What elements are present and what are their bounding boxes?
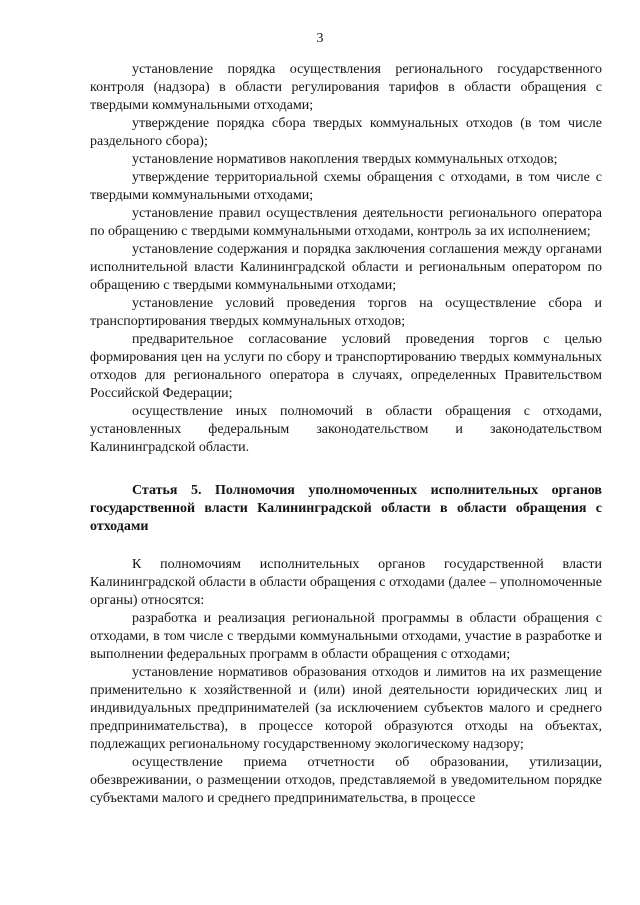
paragraph-operator-rules: установление правил осуществления деятельности регионального оператора по обращению с твердыми коммунальными отходами, контроль за их исполнением; <box>90 206 602 239</box>
paragraph-collection-order: утверждение порядка сбора твердых коммунальных отходов (в том числе раздельного сбора); <box>90 116 602 149</box>
paragraph-waste-norms-limits: установление нормативов образования отходов и лимитов на их размещение применительно к хозяйственной и (или) иной деятельности юридических лиц и индивидуальных предпринимателей (за исключением субъектов малого и среднего предпринимательства), в процессе которой образуются отходы на объектах, подлежащих региональному государственному экологическому надзору; <box>90 665 602 752</box>
article-5-heading: Статья 5. Полномочия уполномоченных исполнительных органов государственной власти Калининградской области в области обращения с отходами <box>90 483 602 534</box>
page-number: 3 <box>316 31 324 46</box>
paragraph-other-powers: осуществление иных полномочий в области обращения с отходами, установленных федеральным законодательством и законодательством Калининградской области. <box>90 404 602 455</box>
paragraph-territorial-scheme: утверждение территориальной схемы обращения с отходами, в том числе с твердыми коммунальными отходами; <box>90 170 602 203</box>
paragraph-agreement-content: установление содержания и порядка заключения соглашения между органами исполнительной власти Калининградской области и региональным оператором по обращению с твердыми коммунальными отходами; <box>90 242 602 293</box>
paragraph-reporting-acceptance: осуществление приема отчетности об образовании, утилизации, обезвреживании, о размещении отходов, представляемой в уведомительном порядке субъектами малого и среднего предпринимательства, в процессе <box>90 755 602 806</box>
document-body <box>90 61 602 808</box>
paragraph-tender-conditions: установление условий проведения торгов на осуществление сбора и транспортирования твердых коммунальных отходов; <box>90 296 602 329</box>
paragraph-tender-approval: предварительное согласование условий проведения торгов с целью формирования цен на услуги по сбору и транспортированию твердых коммунальных отходов для регионального оператора в случаях, определенных Правительством Российской Федерации; <box>90 332 602 401</box>
paragraph-regional-program: разработка и реализация региональной программы в области обращения с отходами, в том числе с твердыми коммунальными отходами, участие в разработке и выполнении федеральных программ в области обращения с отходами; <box>90 611 602 662</box>
paragraph-accumulation-norms: установление нормативов накопления твердых коммунальных отходов; <box>132 152 558 167</box>
article-5-intro: К полномочиям исполнительных органов государственной власти Калининградской области в области обращения с отходами (далее – уполномоченные органы) относятся: <box>90 557 602 608</box>
paragraph-tariff-control: установление порядка осуществления регионального государственного контроля (надзора) в области регулирования тарифов в области обращения с твердыми коммунальными отходами; <box>90 62 602 113</box>
